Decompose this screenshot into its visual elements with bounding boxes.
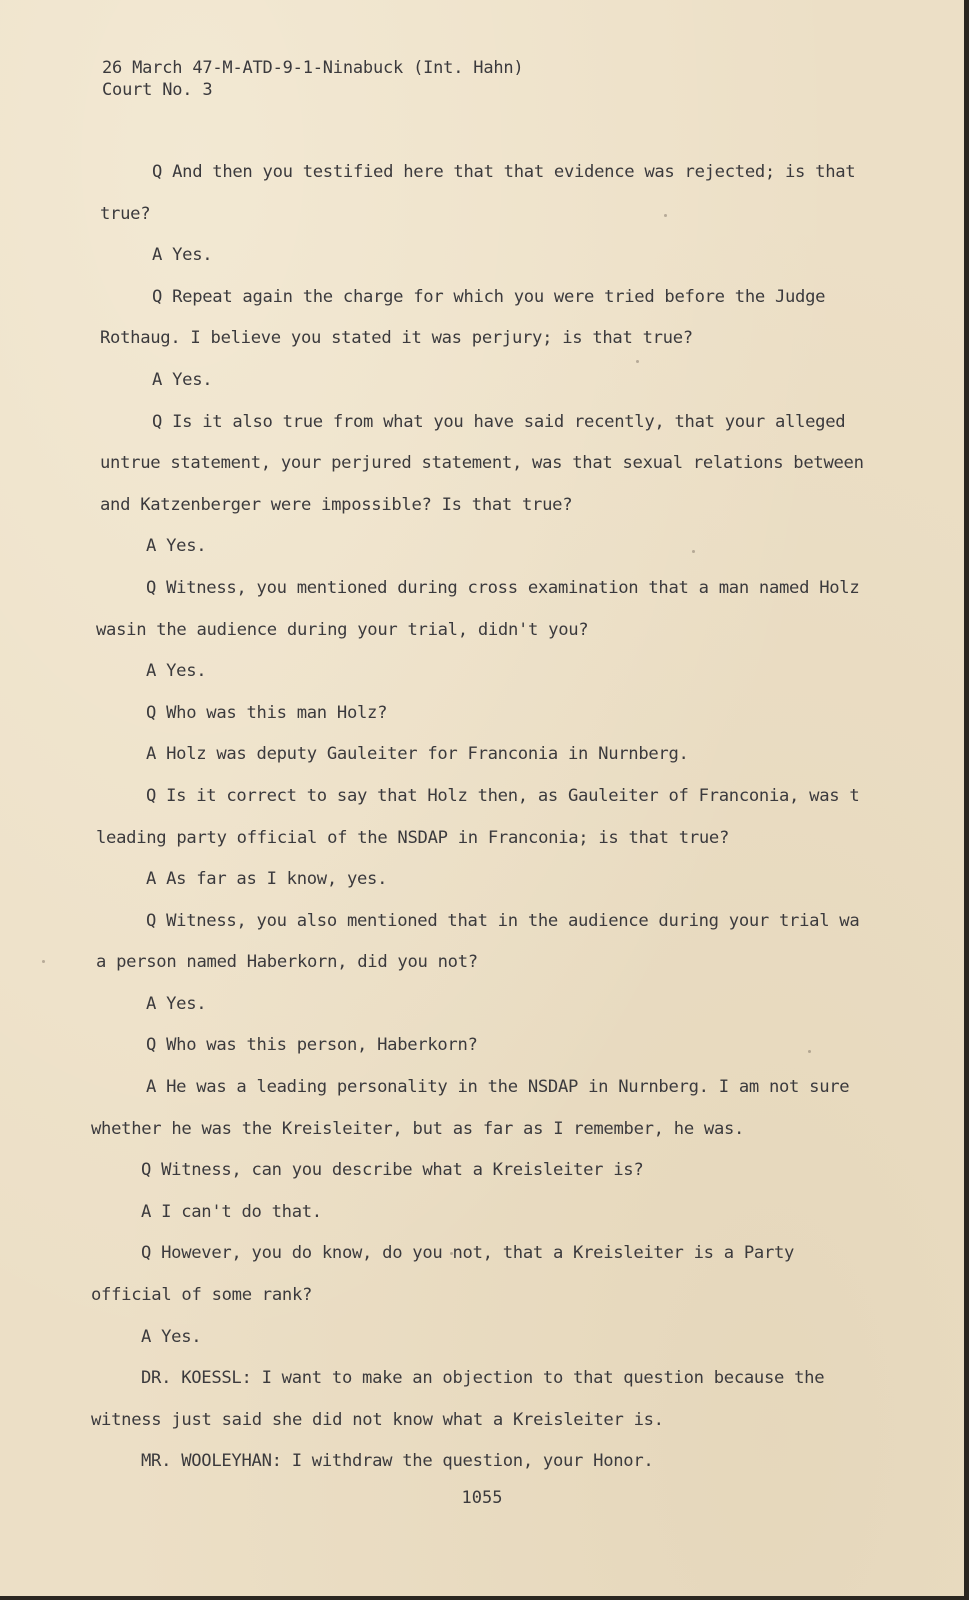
transcript-line: Q However, you do know, do you not, that a Kreisleiter is a Party	[141, 1243, 795, 1264]
paper-speck	[692, 550, 695, 553]
transcript-line: Q Repeat again the charge for which you were tried before the Judge	[152, 286, 826, 307]
transcript-line: wasin the audience during your trial, didn't you?	[96, 619, 589, 640]
transcript-line: Q Witness, can you describe what a Kreisleiter is?	[141, 1160, 644, 1181]
transcript-line: Q Is it also true from what you have said recently, that your alleged	[152, 411, 846, 432]
transcript-line: Q Is it correct to say that Holz then, as Gauleiter of Franconia, was t	[146, 785, 860, 806]
transcript-line: leading party official of the NSDAP in Franconia; is that true?	[96, 827, 730, 848]
document-header	[102, 57, 523, 101]
paper-speck	[42, 960, 45, 963]
transcript-line: A Yes.	[152, 245, 213, 266]
page-number: 1055	[461, 1488, 503, 1508]
transcript-line: A Holz was deputy Gauleiter for Franconia in Nurnberg.	[146, 744, 689, 765]
transcript-line: true?	[100, 203, 151, 224]
transcript-line: A As far as I know, yes.	[146, 869, 388, 890]
transcript-line: MR. WOOLEYHAN: I withdraw the question, your Honor.	[141, 1451, 654, 1472]
transcript-line: and Katzenberger were impossible? Is that true?	[100, 494, 573, 515]
transcript-line: A Yes.	[146, 536, 207, 557]
transcript-line: witness just said she did not know what a Kreisleiter is.	[91, 1409, 664, 1430]
transcript-line: Q Witness, you mentioned during cross examination that a man named Holz	[146, 577, 860, 598]
paper-speck	[808, 1050, 811, 1053]
transcript-line: official of some rank?	[91, 1285, 313, 1306]
transcript-line: Rothaug. I believe you stated it was perjury; is that true?	[100, 328, 693, 349]
transcript-line: untrue statement, your perjured statement, was that sexual relations between	[100, 453, 864, 474]
transcript-body	[0, 161, 964, 1492]
transcript-line: A He was a leading personality in the NSDAP in Nurnberg. I am not sure	[146, 1077, 850, 1098]
header-court-line: Court No. 3	[102, 80, 213, 100]
transcript-line: Q Who was this man Holz?	[146, 702, 388, 723]
paper-speck	[664, 214, 667, 217]
transcript-line: whether he was the Kreisleiter, but as far as I remember, he was.	[91, 1118, 745, 1139]
header-session-line: 26 March 47-M-ATD-9-1-Ninabuck (Int. Hahn)	[102, 58, 524, 78]
transcript-line: a person named Haberkorn, did you not?	[96, 952, 478, 973]
transcript-line: Q And then you testified here that that evidence was rejected; is that	[152, 162, 856, 182]
transcript-line: A Yes.	[146, 993, 207, 1014]
transcript-line: DR. KOESSL: I want to make an objection to that question because the	[141, 1368, 825, 1389]
transcript-line: A Yes.	[152, 369, 213, 390]
transcript-line: Q Witness, you also mentioned that in the audience during your trial wa	[146, 910, 860, 931]
paper-speck	[636, 360, 639, 363]
transcript-line: A Yes.	[146, 661, 207, 682]
transcript-line: Q Who was this person, Haberkorn?	[146, 1035, 478, 1056]
paper-speck	[450, 1252, 453, 1255]
transcript-line: A Yes.	[141, 1326, 202, 1347]
transcript-line: A I can't do that.	[141, 1201, 322, 1222]
